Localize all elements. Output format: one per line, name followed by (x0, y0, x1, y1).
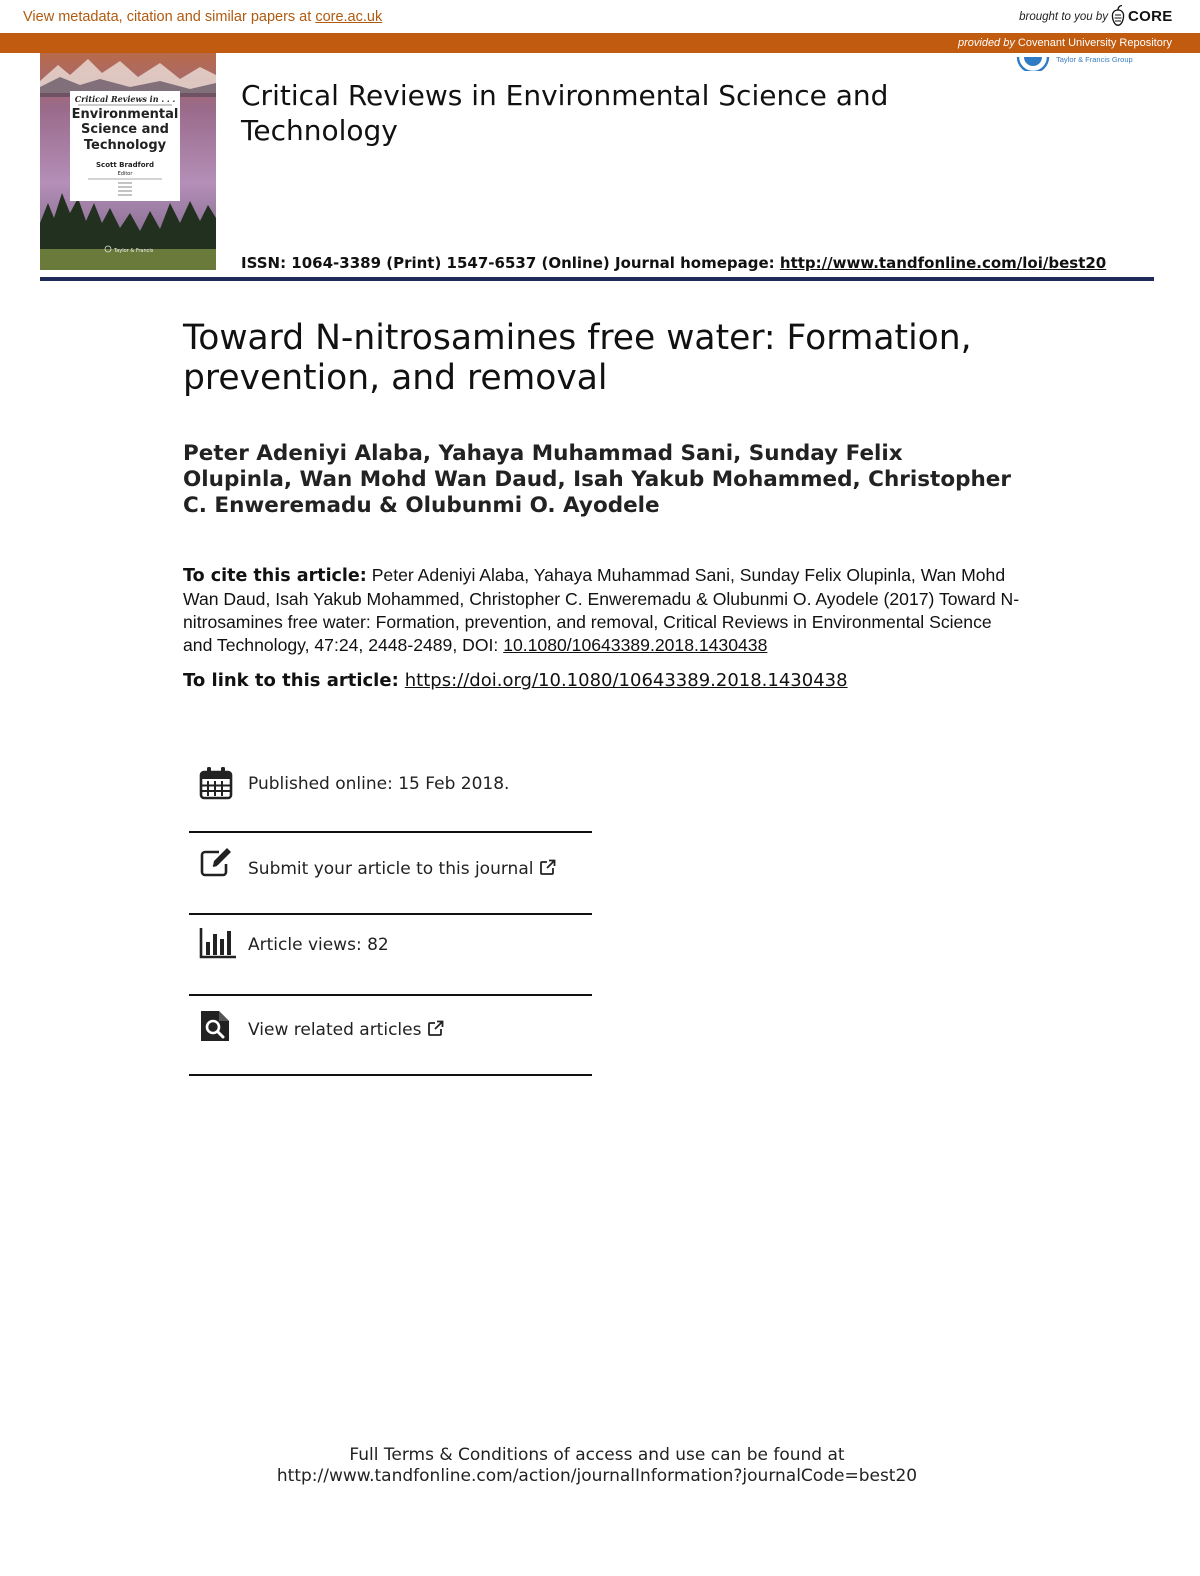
citation-block (183, 564, 1023, 657)
row-divider (189, 1074, 592, 1076)
core-logo[interactable]: CORE (1128, 8, 1173, 25)
issn-text: ISSN: 1064-3389 (Print) 1547-6537 (Online) Journal homepage: (241, 254, 780, 272)
header-divider (40, 277, 1154, 281)
search-document-icon (199, 1009, 233, 1043)
submit-article-link[interactable] (248, 859, 556, 879)
external-link-icon (427, 1020, 444, 1037)
row-divider (189, 831, 592, 833)
row-divider (189, 913, 592, 915)
related-articles-link[interactable] (248, 1020, 444, 1040)
bar-chart-icon (199, 926, 237, 960)
brought-by-text: brought to you by (1019, 11, 1108, 23)
article-link-block (183, 670, 848, 691)
cite-doi-link[interactable]: 10.1080/10643389.2018.1430438 (503, 635, 768, 655)
journal-cover-image[interactable] (40, 53, 216, 270)
publisher-logo-text: Taylor & Francis Group (1056, 55, 1133, 64)
submit-article-text: Submit your article to this journal (248, 859, 534, 879)
article-doi-link[interactable]: https://doi.org/10.1080/10643389.2018.1430438 (404, 670, 848, 691)
journal-homepage-link[interactable]: http://www.tandfonline.com/loi/best20 (779, 254, 1107, 272)
terms-url[interactable]: http://www.tandfonline.com/action/journalInformation?journalCode=best20 (276, 1466, 918, 1486)
edit-icon (199, 846, 233, 880)
cover-title-line3: Technology (83, 138, 167, 153)
journal-title: Critical Reviews in Environmental Science and Technology (241, 79, 889, 147)
cover-editor-role: Editor (117, 171, 133, 177)
related-articles-row[interactable] (189, 1005, 592, 1065)
cover-series: Critical Reviews in . . . (74, 94, 176, 104)
provided-by-notice (958, 37, 1172, 49)
core-link[interactable]: core.ac.uk (315, 9, 383, 25)
cite-text: Peter Adeniyi Alaba, Yahaya Muhammad Sani, Sunday Felix Olupinla, Wan Mohd Wan Daud, Isah Yakub Mohammed, Christopher C. Enweremadu & Olubunmi O. Ayodele (2017) Toward N-nitrosamines free water: Formation, prevention, and removal, Critical Reviews in Environmental Science and Technology, 47:24, 2448-2489, DOI: (183, 565, 1020, 655)
external-link-icon (539, 859, 556, 876)
article-views-text: Article views: 82 (248, 935, 389, 955)
repository-name: Covenant University Repository (1017, 37, 1172, 49)
cover-publisher: Taylor & Francis (114, 248, 154, 254)
row-divider (189, 994, 592, 996)
submit-article-row[interactable] (189, 842, 592, 902)
provided-by-label: provided by (957, 37, 1015, 49)
cover-title-line2: Science and (81, 122, 169, 137)
issn-line (241, 254, 1106, 272)
terms-footer (0, 1445, 1194, 1487)
cover-title-line1: Environmental (71, 107, 179, 122)
calendar-icon (199, 766, 233, 800)
published-row (189, 762, 592, 812)
related-articles-text: View related articles (248, 1020, 422, 1040)
core-metadata-text: View metadata, citation and similar papers at (23, 9, 316, 25)
core-apple-icon (1110, 4, 1126, 28)
article-views-row (189, 922, 592, 982)
cover-editor-name: Scott Bradford (96, 161, 154, 169)
link-label: To link to this article: (183, 670, 399, 691)
article-authors: Peter Adeniyi Alaba, Yahaya Muhammad Sani, Sunday Felix Olupinla, Wan Mohd Wan Daud, Isah Yakub Mohammed, Christopher C. Enweremadu & Olubunmi O. Ayodele (183, 441, 1011, 518)
cite-label: To cite this article: (183, 566, 367, 586)
article-title: Toward N-nitrosamines free water: Formation, prevention, and removal (183, 318, 972, 398)
terms-line: Full Terms & Conditions of access and use can be found at (349, 1445, 845, 1465)
core-metadata-notice (23, 9, 382, 25)
published-text: Published online: 15 Feb 2018. (248, 774, 510, 794)
